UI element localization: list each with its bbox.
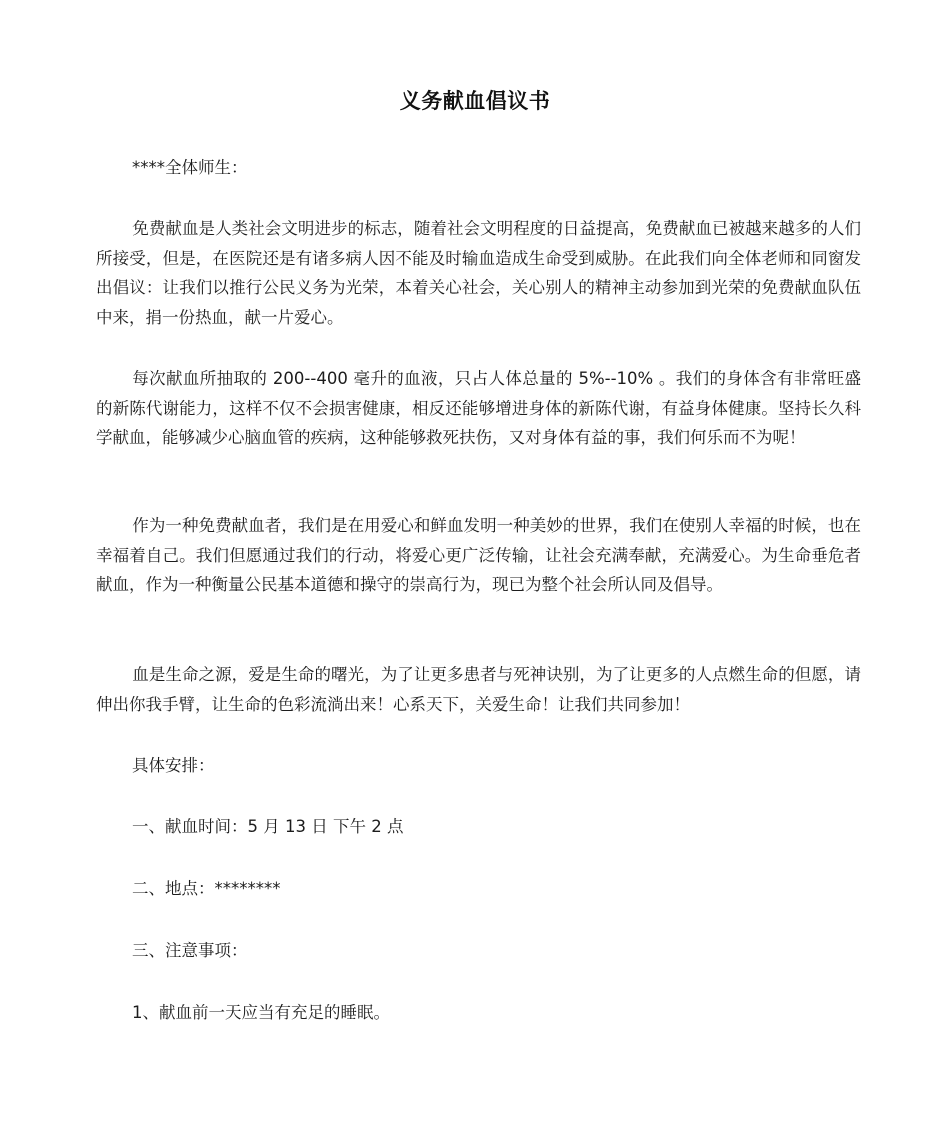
arrangement-item-note-1: 1、献血前一天应当有充足的睡眠。 [132, 1003, 390, 1022]
arrangement-item-time: 一、献血时间：5 月 13 日 下午 2 点 [132, 817, 404, 836]
paragraph-4: 血是生命之源，爱是生命的曙光，为了让更多患者与死神诀别，为了让更多的人点燃生命的但愿，请伸出你我手臂，让生命的色彩流淌出来！心系天下，关爱生命！让我们共同参加！ [96, 665, 861, 714]
arrangement-heading: 具体安排： [132, 756, 215, 775]
paragraph-2: 每次献血所抽取的 200--400 毫升的血液，只占人体总量的 5%--10% 。我们的身体含有非常旺盛的新陈代谢能力，这样不仅不会损害健康，相反还能够增进身体的新陈代谢，有益身体健康。坚持长久科学献血，能够减少心脑血管的疾病，这种能够救死扶伤，又对身体有益的事，我们何乐而不为呢！ [96, 369, 861, 447]
paragraph-1: 免费献血是人类社会文明进步的标志，随着社会文明程度的日益提高，免费献血已被越来越多的人们所接受，但是，在医院还是有诸多病人因不能及时输血造成生命受到威胁。在此我们向全体老师和同窗发出倡议：让我们以推行公民义务为光荣，本着关心社会，关心别人的精神主动参加到光荣的免费献血队伍中来，捐一份热血，献一片爱心。 [96, 219, 861, 327]
paragraph-3: 作为一种免费献血者，我们是在用爱心和鲜血发明一种美妙的世界，我们在使别人幸福的时候，也在幸福着自己。我们但愿通过我们的行动，将爱心更广泛传输，让社会充满奉献，充满爱心。为生命垂危者献血，作为一种衡量公民基本道德和操守的崇高行为，现已为整个社会所认同及倡导。 [96, 516, 861, 594]
salutation: ****全体师生： [132, 158, 248, 177]
arrangement-item-notes: 三、注意事项： [132, 941, 248, 960]
arrangement-item-location: 二、地点：******** [132, 879, 281, 898]
document-title: 义务献血倡议书 [399, 89, 551, 113]
